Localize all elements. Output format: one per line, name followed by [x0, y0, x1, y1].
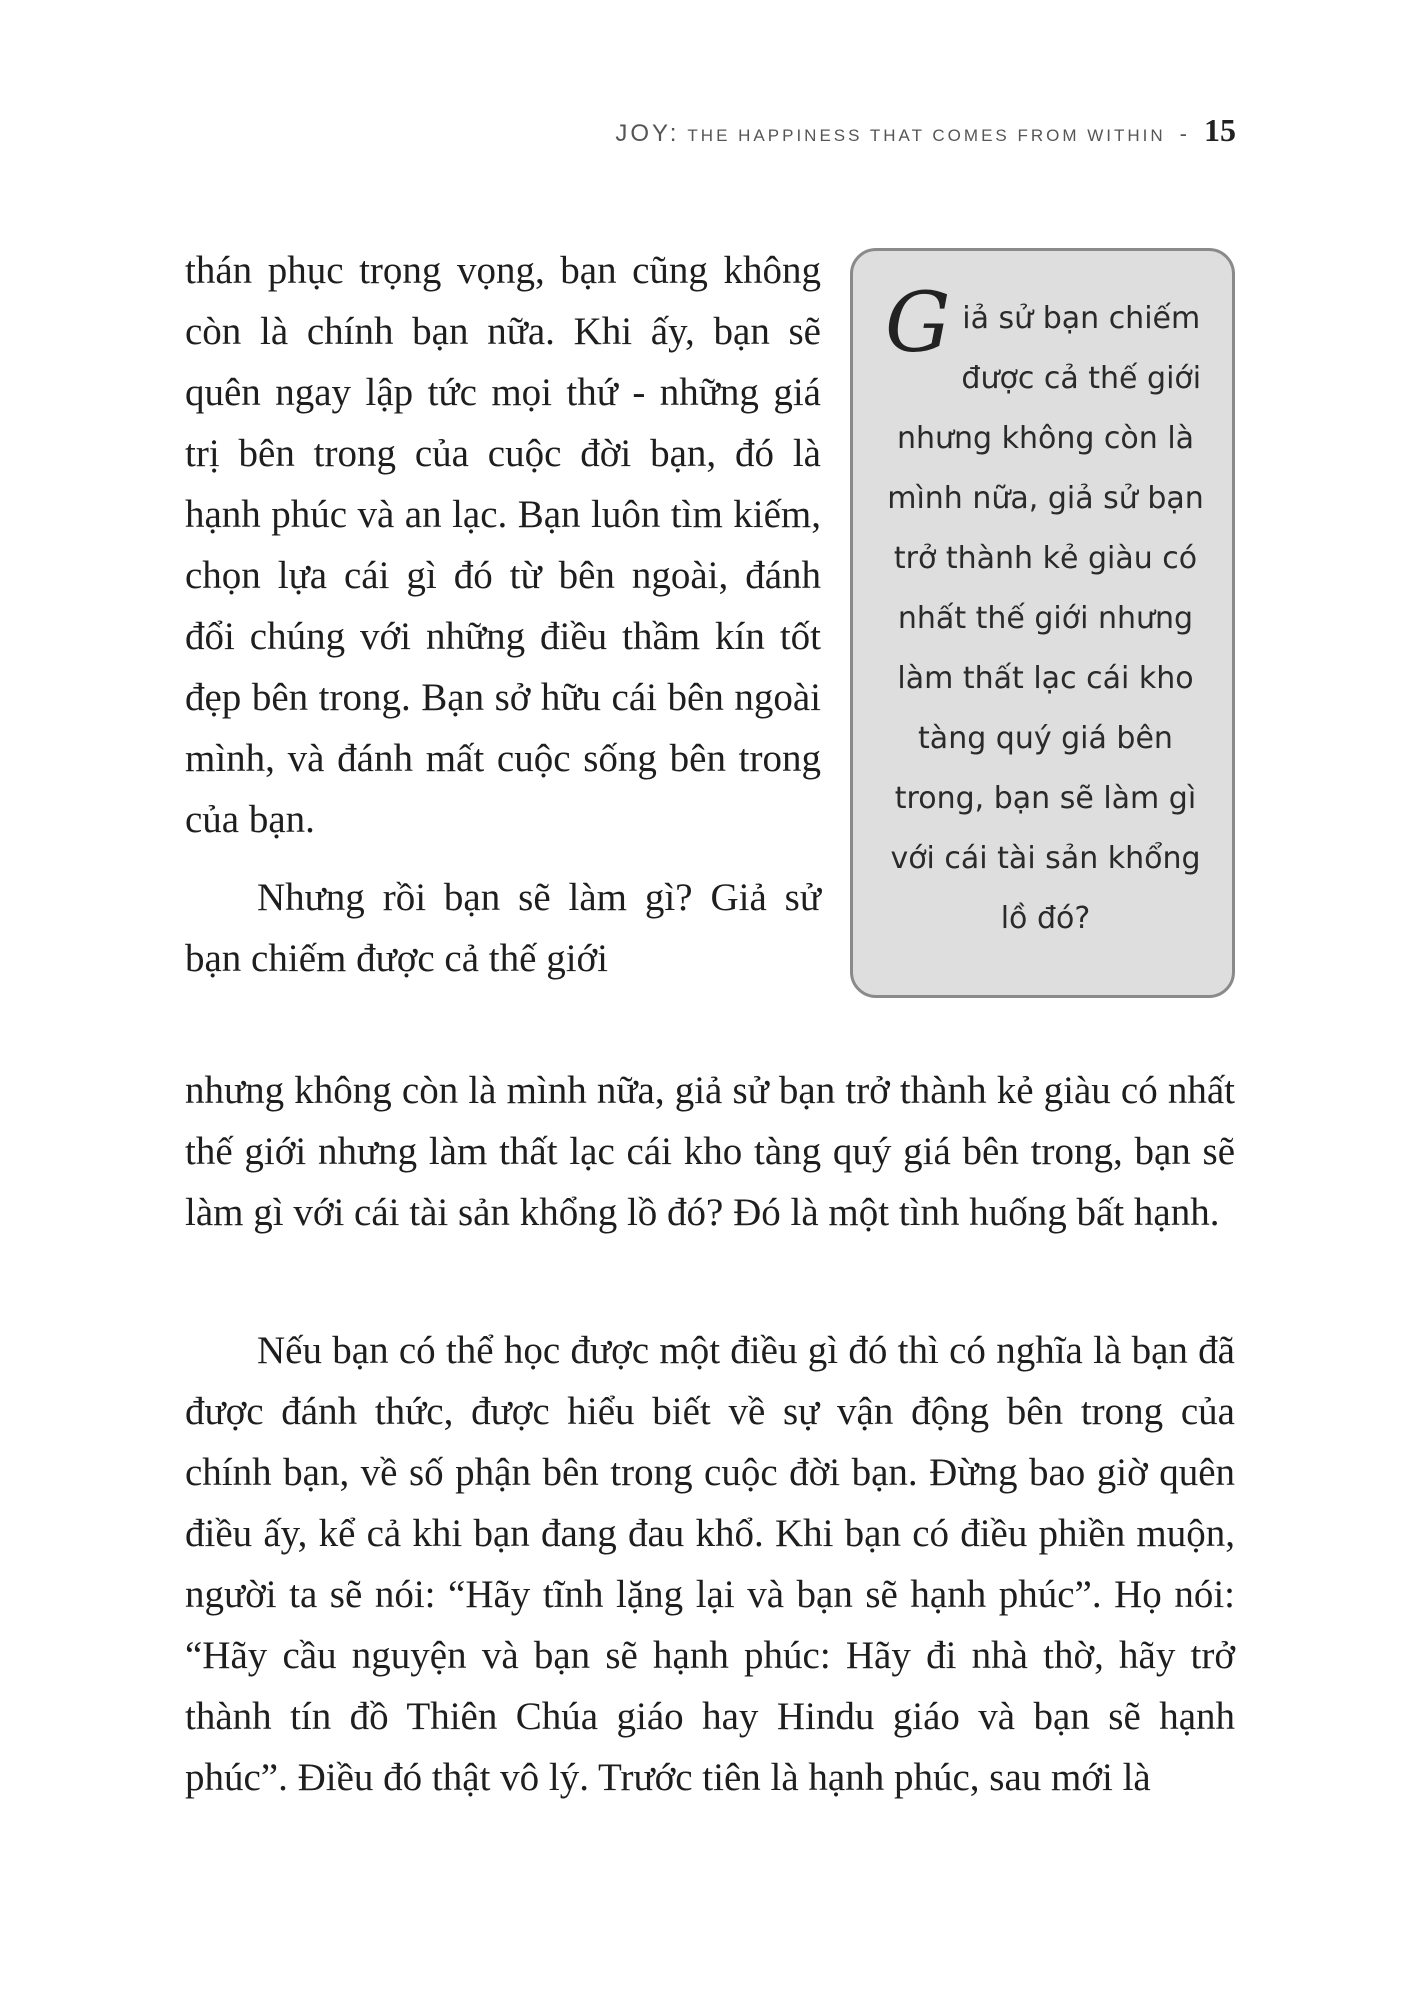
pull-quote-box [850, 248, 1235, 998]
paragraph-1: thán phục trọng vọng, bạn cũng không còn là chính bạn nữa. Khi ấy, bạn sẽ quên ngay lập tức mọi thứ - những giá trị bên trong của cuộc đời bạn, đó là hạnh phúc và an lạc. Bạn luôn tìm kiếm, chọn lựa cái gì đó từ bên ngoài, đánh đổi chúng với những điều thầm kín tốt đẹp bên trong. Bạn sở hữu cái bên ngoài mình, và đánh mất cuộc sống bên trong của bạn. [185, 249, 821, 841]
running-header [615, 112, 1236, 149]
header-separator: - [1179, 121, 1190, 146]
pull-quote-text: iả sử bạn chiếm được cả thế giới nhưng không còn là mình nữa, giả sử bạn trở thành kẻ giàu có nhất thế giới nhưng làm thất lạc cái kho tàng quý giá bên trong, bạn sẽ làm gì với cái tài sản khổng lồ đó? [887, 301, 1204, 936]
paragraph-2-continued [185, 1060, 1235, 1243]
header-title: JOY: [615, 120, 680, 147]
paragraph-2-start: Nhưng rồi bạn sẽ làm gì? Giả sử bạn chiếm được cả thế giới [185, 876, 821, 980]
paragraph-3-block [185, 1320, 1235, 1808]
narrow-text-column [185, 240, 821, 989]
pull-quote-dropcap: G [885, 276, 951, 371]
header-subtitle: THE HAPPINESS THAT COMES FROM WITHIN [687, 126, 1166, 145]
page-number: 15 [1204, 112, 1236, 148]
paragraph-3: Nếu bạn có thể học được một điều gì đó thì có nghĩa là bạn đã được đánh thức, được hiểu biết về sự vận động bên trong của chính bạn, về số phận bên trong cuộc đời bạn. Đừng bao giờ quên điều ấy, kể cả khi bạn đang đau khổ. Khi bạn có điều phiền muộn, người ta sẽ nói: “Hãy tĩnh lặng lại và bạn sẽ hạnh phúc”. Họ nói: “Hãy cầu nguyện và bạn sẽ hạnh phúc: Hãy đi nhà thờ, hãy trở thành tín đồ Thiên Chúa giáo hay Hindu giáo và bạn sẽ hạnh phúc”. Điều đó thật vô lý. Trước tiên là hạnh phúc, sau mới là [185, 1329, 1235, 1799]
paragraph-2-rest: nhưng không còn là mình nữa, giả sử bạn trở thành kẻ giàu có nhất thế giới nhưng làm thất lạc cái kho tàng quý giá bên trong, bạn sẽ làm gì với cái tài sản khổng lồ đó? Đó là một tình huống bất hạnh. [185, 1069, 1235, 1234]
